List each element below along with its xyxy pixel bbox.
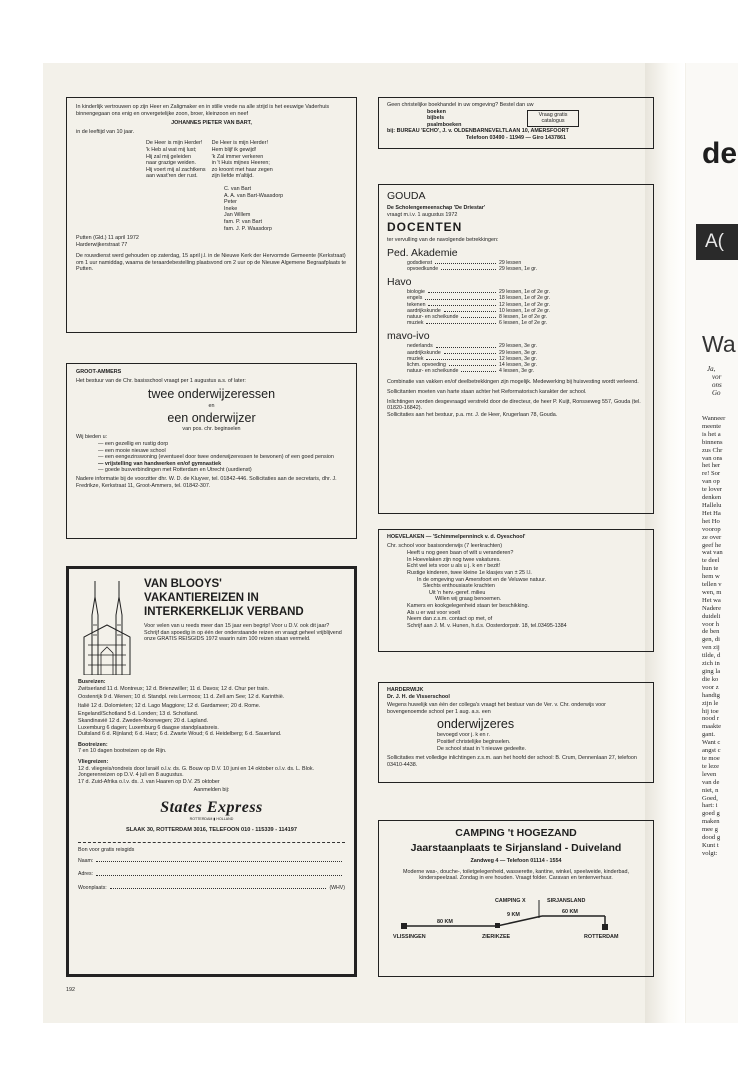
obituary-age: in de leeftijd van 10 jaar. [76, 128, 135, 135]
coupon-field-city: Woonplaats: [78, 884, 107, 891]
gouda-ad: GOUDA De Scholengemeenschap 'De Driestar' vraagt m.i.v. 1 augustus 1972 DOCENTEN ter vervulling van de navolgende betrekkingen: Ped. Akademie godsdienst 29 lessen opvoedkunde 29 lessen, 1e gr. Havo biologie 29 lessen, 1e of 2e gr. engels 18 lessen, 1e of 2e gr. tekenen 12 lessen, 1e of 2e gr. aardrijkskunde 10 lessen, 1e of 2e gr. natuur- en scheikunde 8 lessen, 1e of 2e gr. muziek 6 lessen, 1e of 2e gr. mavo-ivo nederlands 29 lessen, 3e gr. aardrijkskunde 29 lessen, 3e gr. muziek 12 lessen, 3e gr. lichm. opvoeding 14 lessen, 3e gr. natuur- en scheikunde 4 lessen, 3e gr. Combinatie van vakken en/of deelbetrekkingen zijn mogelijk. Medewerking bij huisvesting wordt verleend. Sollicitanten moeten van harte staan achter het Reformatorisch karakter der school. Inlichtingen worden desgevraagd verstrekt door de directeur, de heer P. Kuijt, Ronsseweg 557, Gouda (tel. 01820-16842). Sollicitaties aan het bestuur, p.a. mr. J. de Heer, Krugerlaan 78, Gouda. [378, 184, 654, 514]
echo-bookshop-ad: Geen christelijke boekhandel in uw omgeving? Bestel dan uw boeken bijbels psalmboeken Vraag gratis catalogus bij: BUREAU 'ECHO', J. v. OLDENBARNEVELTLAAN 10, AMERSFOORT Telefoon 03490 - 11949 — Giro 1437861 [378, 97, 654, 149]
right-page-headline: Wa [702, 331, 736, 357]
body-line: Nadere [702, 604, 722, 612]
van-blooys-title-2: VAKANTIEREIZEN IN [144, 592, 259, 604]
cathedral-illustration [78, 575, 136, 675]
body-line: Goed, [702, 794, 718, 802]
body-line: Hallelu [702, 501, 722, 509]
body-line: die ko [702, 675, 719, 683]
body-line: ze over [702, 533, 722, 541]
hoevelaken-heading: HOEVELAKEN — 'Schimmelpenninck v. d. Oyeschool' [387, 534, 526, 540]
body-line: maken [702, 818, 720, 826]
coupon-field-address: Adres: [78, 871, 93, 878]
states-express-address: SLAAK 30, ROTTERDAM 3016, TELEFOON 010 - 115339 - 114197 [126, 826, 297, 833]
route-map: CAMPING X SIRJANSLAND 80 KM 9 KM 60 KM VLISSINGEN ZIERIKZEE ROTTERDAM [387, 888, 645, 948]
poem-right: De Heer is mijn Herder! Hem blijf ik gewijd! 'k Zal immer verkeren in 't Huis mijnes Heeren; zo kroont met haar zegen zijn liefde m'altijd. [211, 140, 273, 180]
van-blooys-title-3: INTERKERKELIJK VERBAND [144, 606, 304, 618]
obituary-service: De rouwdienst werd gehouden op zaterdag, 15 april j.l. in de Nieuwe Kerk der Hervormde Gemeente (Kerkstraat) om 1 uur namiddag, waarna de teraardebestelling plaatsvond om 2 uur op de Nieuwe Algemene Begraafplaats te Putten. [76, 253, 347, 273]
obituary-notice [66, 97, 357, 333]
docenten-heading: DOCENTEN [387, 220, 463, 235]
body-line: niet, n [702, 786, 719, 794]
body-line: tilde, d [702, 652, 721, 660]
section-havo: Havo [387, 276, 412, 289]
body-line: Het Ha [702, 509, 721, 517]
body-line: gant. [702, 731, 716, 739]
coupon: Bon voor gratis reisgids Naam: Adres: Woonplaats: (WHV) [78, 846, 345, 891]
body-line: zijn le [702, 699, 719, 707]
body-line: denken [702, 494, 722, 502]
states-express-logo: States Express [160, 798, 263, 816]
body-line: mee g [702, 826, 718, 834]
body-line: tellen v [702, 581, 722, 589]
offers-list: — een gezellig en rustig dorp — een mooie nieuwe school — een eengezinswoning (eventueel door twee onderwijzeressen te bewonen) of een goed pension — vrijstelling van handwerken en/of gymnastiek — goede busverbindingen met Rotterdam en Utrecht (uurdienst) [98, 440, 334, 474]
van-blooys-intro: Voor velen van u reeds meer dan 15 jaar een begrip! Voor u D.V. ook dit jaar? Schrijf dan spoedig in op één der onderstaande reizen en vraagt geheel vrijblijvend onze GRATIS REISGIDS 1972 waarin ruim 100 reizen staan vermeld. [144, 623, 342, 643]
right-page-banner: A( [696, 224, 738, 260]
body-line: voorop [702, 525, 721, 533]
body-line: te deel [702, 557, 720, 565]
obituary-place-date: Putten (Gld.) 11 april 1972 [76, 235, 139, 242]
echo-address: bij: BUREAU 'ECHO', J. v. OLDENBARNEVELTLAAN 10, AMERSFOORT [387, 128, 569, 135]
body-line: geef he [702, 541, 722, 549]
body-line: te lover [702, 486, 722, 494]
body-line: hij toe [702, 707, 719, 715]
body-line: voor z [702, 683, 719, 691]
map-label-camping: CAMPING X [495, 897, 526, 904]
map-label-vlissingen: VLISSINGEN [393, 933, 426, 940]
family-names: C. van Bart A. A. van Bart-Waasdorp Peter Ineke Jan Willem fam. P. van Bart fam. J. P. Waasdorp [224, 185, 284, 232]
camping-subtitle: Jaarstaanplaats te Sirjansland - Duiveland [410, 842, 622, 854]
section-mavo-ivo: mavo-ivo [387, 330, 430, 343]
body-line: hem w [702, 573, 720, 581]
groot-ammers-heading: GROOT-AMMERS [76, 369, 122, 375]
body-line: maakte [702, 723, 722, 731]
right-page-fragment [686, 63, 738, 1023]
body-line: Want c [702, 739, 721, 747]
gouda-place: GOUDA [387, 190, 426, 202]
van-blooys-title-1: VAN BLOOYS' [144, 578, 222, 590]
body-line: te leze [702, 762, 720, 770]
map-label-sirjansland: SIRJANSLAND [547, 897, 586, 904]
hoevelaken-ad: HOEVELAKEN — 'Schimmelpenninck v. d. Oyeschool' Chr. school voor basisonderwijs (7 leerkrachten) Heeft u nog geen baan of wilt u veranderen? In Hoevelaken zijn nog twee vakatures. Echt wel iets voor u als u j. k en r bezit! Rustige kinderen, twee kleine 1e klasjes van ± 25 l.l. In de omgeving van Amersfoort en de Veluwse natuur. Slechts enthousiaste krachten Uit 'n herv.-geref. milieu Willen wij graag benoemen. Kamers en kookgelegenheid staan ter beschikking. Als u er wat voor voelt Neem dan z.s.m. contact op met, of Schrijf aan J. M. v. Hunen, h.d.s. Oosterdorpstr. 18, tel.03495-1384 [378, 529, 654, 652]
body-line: meente [702, 422, 722, 430]
echo-question: Geen christelijke boekhandel in uw omgeving? Bestel dan uw [387, 102, 534, 108]
name-input[interactable] [96, 861, 342, 862]
camping-title: CAMPING 't HOGEZAND [455, 827, 577, 839]
body-line: hart: i [702, 802, 718, 810]
body-line: wen, m [702, 588, 722, 596]
right-page-intro: Ja, vor ons Go [707, 365, 722, 397]
body-line: ging la [702, 668, 721, 675]
body-line: het Ho [702, 517, 720, 525]
obituary-name: JOHANNES PIETER VAN BART, [171, 120, 252, 127]
van-blooys-ad: VAN BLOOYS' VAKANTIEREIZEN IN INTERKERKELIJK VERBAND Voor velen van u reeds meer dan 15 jaar een begrip! Voor u D.V. ook dit jaar? Schrijf dan spoedig in op één der onderstaande reizen en vraagt geheel vrijblijvend onze GRATIS REISGIDS 1972 waarin ruim 100 reizen staan vermeld. Busreizen: Zwitserland 11 d. Montreux; 12 d. Brienzwiller; 11 d. Davos; 12 d. Chur per train. Oostenrijk 9 d. Wenen; 10 d. Standpl. reis Lermoos; 11 d. Zell am See; 12 d. Karinthië. Italië 12 d. Dolomieten; 12 d. Lago Maggiore; 12 d. Gardameer; 20 d. Rome. Engeland/Schotland 5 d. Londen; 13 d. Schotland. Skandinavië 12 d. Zweden-Noorwegen; 20 d. Lapland. Luxemburg 6 dagen; Luxemburg 6 daagse standplaatsreis. Duitsland 6 d. Rijnland; 6 d. Harz; 6 d. Zwarte Woud; 6 d. Heidelberg; 6 d. Sauerland. Bootreizen: 7 en 10 dagen bootreizen op de Rijn. Vliegreizen: 12 d. vliegreis/rondreis door Israël o.l.v. ds. G. Bouw op D.V. 10 juni en 14 oktober o.l.v. ds. L. Blok. Jongerenreizen op D.V. 4 juli en 8 augustus. 17 d. Zuid-Afrika o.l.v. ds. J. van Haaren op D.V. 25 oktober Aanmelden bij: States Express ROTTERDAM ▮ HOLLAND SLAAK 30, ROTTERDAM 3016, TELEFOON 010 - 115339 - 114197 Bon voor gratis reisgids Naam: Adres: Woonplaats: (WHV) [66, 566, 357, 977]
coupon-cut-line [78, 842, 345, 843]
body-line: ven zij [702, 644, 720, 652]
obituary-address: Harderwijkerstraat 77 [76, 241, 128, 248]
body-line: is het a [702, 430, 721, 438]
groot-ammers-ad: GROOT-AMMERS Het bestuur van de Chr. basisschool vraagt per 1 augustus a.s. of later: twee onderwijzeressen en een onderwijzer van pos. chr. beginselen Wij bieden u: — een gezellig en rustig dorp — een mooie nieuwe school — een eengezinswoning (eventueel door twee onderwijzeressen te bewonen) of een goed pension — vrijstelling van handwerken en/of gymnastiek — goede busverbindingen met Rotterdam en Utrecht (uurdienst) Nadere informatie bij de voorzitter dhr. W. D. de Kluyver, tel. 01842-446. Sollicitaties aan de secretaris, dhr. J. Fredrikze, Kerkstraat 11, Groot-Ammers, tel. 01842-307. [66, 363, 357, 539]
body-line: zich in [702, 660, 720, 668]
coupon-title: Bon voor gratis reisgids [78, 846, 135, 853]
body-line: angst c [702, 747, 721, 755]
catalog-request: Vraag gratis catalogus [538, 111, 568, 125]
city-input[interactable] [110, 888, 327, 889]
body-line: goed g [702, 810, 720, 818]
body-line: Kunt t [702, 841, 719, 849]
body-line: te moe [702, 754, 720, 762]
coupon-field-name: Naam: [78, 858, 94, 865]
map-label-zierikzee: ZIERIKZEE [482, 933, 511, 940]
map-label-rotterdam: ROTTERDAM [584, 933, 619, 940]
body-line: het her [702, 462, 721, 470]
body-line: dood g [702, 834, 721, 842]
page-number: 192 [66, 987, 75, 993]
camping-ad: CAMPING 't HOGEZAND Jaarstaanplaats te Sirjansland - Duiveland Zandweg 4 — Telefoon 01114 - 1554 Moderne was-, douche-, toiletgelegenheid, wasserette, kantine, winkel, speelweide, kinderbad, kinderspeelzaal. Zondag in ere houden. Vraagt folder. Caravan en tentenverhuur. CAMPING X SIRJANSLAND 80 KM 9 KM 60 KM VLISSINGEN ZIERIKZEE ROTTERDAM [378, 820, 654, 977]
body-line: van ons [702, 454, 723, 462]
body-line: van op [702, 478, 720, 486]
body-line: re! Sor [702, 470, 721, 478]
harderwijk-heading: HARDERWIJK [387, 687, 424, 693]
body-line: Wanneer [702, 415, 726, 422]
body-line: leven [702, 770, 717, 778]
body-line: Het wa [702, 596, 721, 604]
job-title-1: twee onderwijzeressen [147, 387, 276, 402]
section-ped-akademie: Ped. Akademie [387, 246, 458, 259]
body-line: binnens [702, 438, 723, 446]
body-line: de ben [702, 628, 720, 636]
harderwijk-ad: HARDERWIJK Dr. J. H. de Visserschool Wegens huwelijk van één der collega's vraagt het bestuur van de Ver. v. Chr. onderwijs voor bovengenoemde school per 1 aug. a.s. een onderwijzeres bevoegd voor j. k en r. Positief christelijke beginselen. De school staat in 't nieuwe gedeelte. Sollicitaties met volledige inlichtingen z.s.m. aan het hoofd der school: B. Crum, Dennenlaan 27, telefoon 03410-4438. [378, 682, 654, 783]
job-title-onderwijzeres: onderwijzeres [437, 717, 515, 732]
body-line: gen, di [702, 636, 720, 644]
body-line: duideli [702, 612, 721, 620]
body-line: van de [702, 778, 720, 786]
body-line: wat van [702, 549, 723, 557]
job-title-2: een onderwijzer [167, 410, 256, 425]
right-page-logo: de [702, 137, 738, 170]
body-line: zus Chr [702, 446, 723, 454]
body-line: hun te [702, 565, 719, 573]
obituary-intro: In kinderlijk vertrouwen op zijn Heer en Zaligmaker en in stille vrede na alle strijd is het eeuwige Vaderhuis binnengegaan ons enig en onvergetelijke zoon, broer, kleinzoon en neef [76, 104, 330, 117]
address-input[interactable] [96, 875, 342, 876]
poem-left: De Heer is mijn Herder! 'k Heb al wat mij lust; Hij zal mij geleiden naar grazige weiden. Hij voert mij al zachtkens aan wast'ren der rust. [146, 140, 206, 180]
right-page-body-text [702, 415, 725, 858]
body-line: handig [702, 691, 720, 699]
body-line: voor h [702, 620, 720, 628]
body-line: nood r [702, 715, 720, 723]
body-line: volgt: [702, 849, 718, 857]
